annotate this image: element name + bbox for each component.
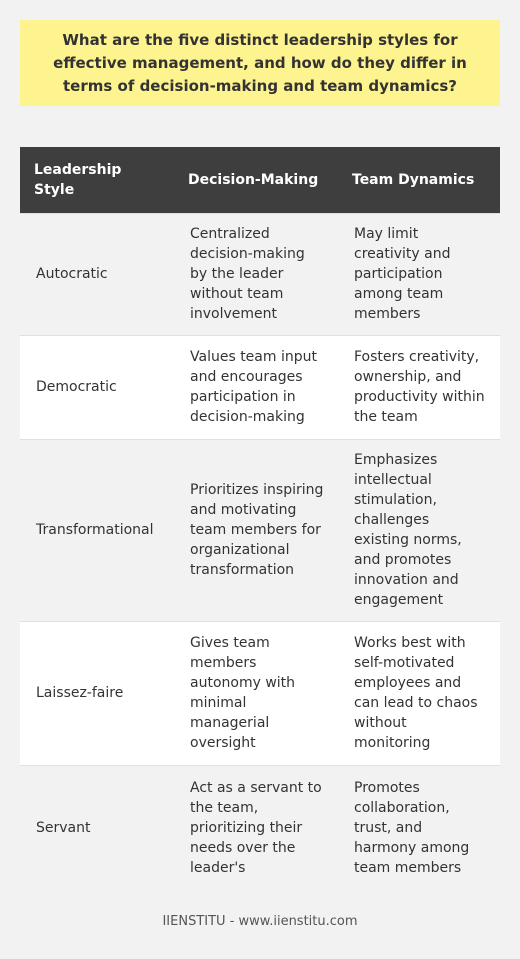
table-row [20,439,500,621]
cell-dynamics: Works best with self-motivated employees and can lead to chaos without monitoring [338,621,500,765]
cell-decision: Gives team members autonomy with minimal managerial oversight [174,621,338,765]
leadership-table [20,147,500,891]
cell-dynamics: May limit creativity and participation among team members [338,213,500,335]
table-row [20,335,500,439]
table-row [20,621,500,765]
cell-style: Servant [20,765,174,891]
cell-dynamics: Promotes collaboration, trust, and harmony among team members [338,765,500,891]
cell-dynamics: Emphasizes intellectual stimulation, challenges existing norms, and promotes innovation and engagement [338,439,500,621]
header-leadership-style: Leadership Style [20,147,174,213]
cell-decision: Values team input and encourages participation in decision-making [174,335,338,439]
table-row [20,765,500,891]
cell-decision: Act as a servant to the team, prioritizing their needs over the leader's [174,765,338,891]
table-header-row [20,147,500,213]
cell-decision: Centralized decision-making by the leader without team involvement [174,213,338,335]
cell-dynamics: Fosters creativity, ownership, and productivity within the team [338,335,500,439]
header-decision-making: Decision-Making [174,147,338,213]
cell-style: Transformational [20,439,174,621]
header-team-dynamics: Team Dynamics [338,147,500,213]
question-title: What are the five distinct leadership styles for effective management, and how do they differ in terms of decision-making and team dynamics? [53,30,467,95]
cell-style: Autocratic [20,213,174,335]
table-row [20,213,500,335]
cell-decision: Prioritizes inspiring and motivating team members for organizational transformation [174,439,338,621]
cell-style: Laissez-faire [20,621,174,765]
cell-style: Democratic [20,335,174,439]
question-box [20,20,500,106]
footer-credit: IIENSTITU - www.iienstitu.com [162,914,358,929]
